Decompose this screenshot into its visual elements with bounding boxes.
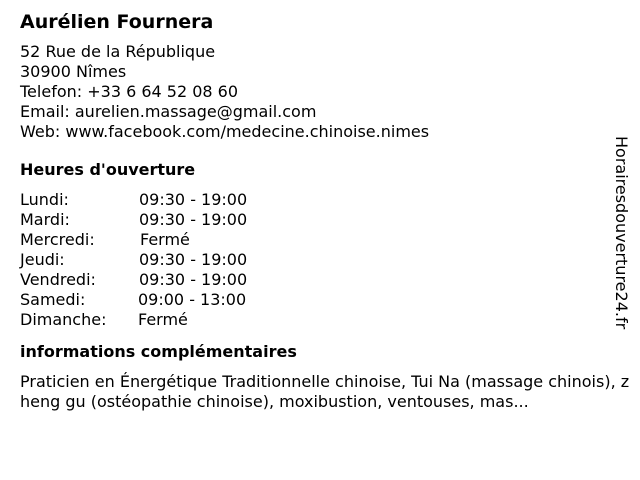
additional-info-heading: informations complémentaires bbox=[20, 342, 297, 361]
hours-value: 09:00 - 13:00 bbox=[138, 290, 247, 309]
additional-info-text: Praticien en Énergétique Traditionnelle chinoise, Tui Na (massage chinois), zheng gu (ostéopathie chinoise), moxibustion, ventouses, mas... bbox=[20, 372, 630, 411]
hours-row-saturday bbox=[20, 290, 620, 310]
address-street: 52 Rue de la République bbox=[20, 42, 216, 61]
opening-hours-heading: Heures d'ouverture bbox=[20, 160, 196, 179]
opening-hours-list bbox=[20, 190, 620, 330]
day-label: Samedi: bbox=[20, 290, 86, 309]
website-link[interactable]: Web: www.facebook.com/medecine.chinoise.nimes bbox=[20, 122, 430, 141]
phone-number: Telefon: +33 6 64 52 08 60 bbox=[20, 82, 239, 101]
hours-row-thursday bbox=[20, 250, 620, 270]
hours-value: 09:30 - 19:00 bbox=[139, 210, 248, 229]
day-label: Mardi: bbox=[20, 210, 70, 229]
hours-row-monday bbox=[20, 190, 620, 210]
hours-value: 09:30 - 19:00 bbox=[139, 270, 248, 289]
address-city: 30900 Nîmes bbox=[20, 62, 127, 81]
hours-row-tuesday bbox=[20, 210, 620, 230]
hours-value: Fermé bbox=[138, 310, 188, 329]
hours-row-sunday bbox=[20, 310, 620, 330]
hours-value: 09:30 - 19:00 bbox=[139, 190, 248, 209]
hours-value: 09:30 - 19:00 bbox=[139, 250, 248, 269]
hours-row-friday bbox=[20, 270, 620, 290]
hours-value: Fermé bbox=[140, 230, 190, 249]
hours-row-wednesday bbox=[20, 230, 620, 250]
email-address: Email: aurelien.massage@gmail.com bbox=[20, 102, 317, 121]
day-label: Lundi: bbox=[20, 190, 69, 209]
site-watermark: Horairesdouverture24.fr bbox=[612, 136, 631, 330]
day-label: Mercredi: bbox=[20, 230, 95, 249]
day-label: Dimanche: bbox=[20, 310, 107, 329]
day-label: Vendredi: bbox=[20, 270, 96, 289]
day-label: Jeudi: bbox=[20, 250, 65, 269]
business-name: Aurélien Fournera bbox=[20, 11, 214, 33]
